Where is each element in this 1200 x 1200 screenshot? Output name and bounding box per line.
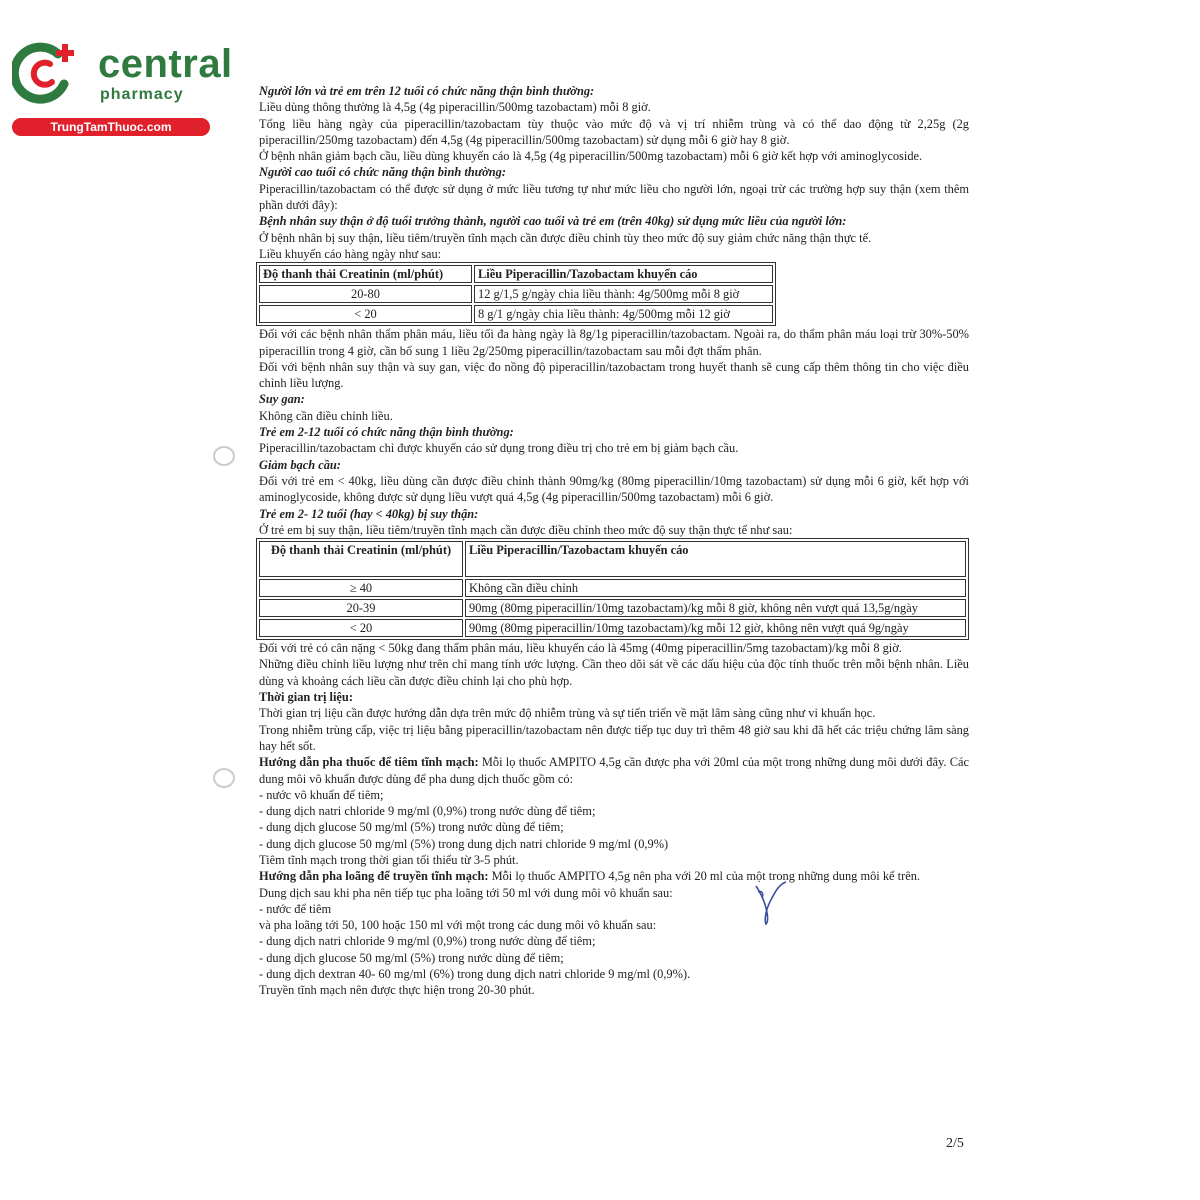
heading-renal-impairment-adult: Bệnh nhân suy thận ở độ tuổi trưởng thành, người cao tuổi và trẻ em (trên 40kg) sử dụng mức liều của người lớn: — [259, 214, 847, 229]
central-logo-icon — [12, 40, 78, 106]
paragraph: Trong nhiễm trùng cấp, việc trị liệu bằng piperacillin/tazobactam nên được tiếp tục duy trì thêm 48 giờ sau khi đã hết các triệu chứng lâm sàng hay hết sốt. — [259, 722, 969, 753]
paragraph: Không cần điều chỉnh liều. — [259, 408, 393, 423]
table-header-cell: Độ thanh thải Creatinin (ml/phút) — [259, 541, 463, 577]
brand-name: central — [98, 42, 233, 86]
paragraph: Tổng liều hàng ngày của piperacillin/tazobactam tùy thuộc vào mức độ và vị trí nhiễm trùng và có thể dao động từ 2,25g (2g piperacillin/250mg tazobactam) đến 4,5g (4g piperacillin/500mg tazobactam) sử dụng mỗi 6 giờ hay 8 giờ. — [259, 116, 969, 147]
paragraph: Ở bệnh nhân giảm bạch cầu, liều dùng khuyến cáo là 4,5g (4g piperacillin/500mg tazobactam) mỗi 6 giờ kết hợp với aminoglycoside. — [259, 149, 923, 164]
table-cell: ≥ 40 — [259, 579, 463, 597]
table-header-cell: Độ thanh thải Creatinin (ml/phút) — [259, 265, 472, 283]
table-cell: 8 g/1 g/ngày chia liều thành: 4g/500mg mỗi 12 giờ — [474, 305, 773, 323]
paragraph: Đối với trẻ em < 40kg, liều dùng cần được điều chỉnh thành 90mg/kg (80mg piperacillin/10mg tazobactam) sử dụng mỗi 6 giờ, kết hợp với aminoglycoside, không được sử dụng liều vượt quá 4,5g (4g piperacillin/500mg tazobactam) mỗi 6 giờ. — [259, 473, 969, 505]
paragraph: Tiêm tĩnh mạch trong thời gian tối thiểu từ 3-5 phút. — [259, 852, 519, 867]
paragraph-iv-infusion — [259, 868, 969, 884]
paragraph: Ở bệnh nhân bị suy thận, liều tiêm/truyền tĩnh mạch cần được điều chỉnh tùy theo mức độ suy giảm chức năng thận thực tế. — [259, 230, 872, 245]
table-cell: 20-39 — [259, 599, 463, 617]
list-item: - nước vô khuẩn để tiêm; — [259, 787, 384, 802]
table-row — [259, 285, 773, 303]
table-cell: < 20 — [259, 305, 472, 323]
heading-children-normal-renal: Trẻ em 2-12 tuổi có chức năng thận bình thường: — [259, 425, 514, 440]
paragraph: Liều dùng thông thường là 4,5g (4g piperacillin/500mg tazobactam) mỗi 8 giờ. — [259, 100, 651, 115]
table-header-cell: Liều Piperacillin/Tazobactam khuyến cáo — [465, 541, 966, 577]
page-number: 2/5 — [946, 1136, 964, 1151]
paragraph-text: Mỗi lọ thuốc AMPITO 4,5g nên pha với 20 ml của một trong những dung môi kể trên. — [488, 869, 920, 884]
list-item: - dung dịch glucose 50 mg/ml (5%) trong dung dịch natri chloride 9 mg/ml (0,9%) — [259, 836, 669, 851]
heading-neutropenia: Giảm bạch cầu: — [259, 457, 341, 472]
heading-iv-infusion: Hướng dẫn pha loãng để truyền tĩnh mạch: — [259, 869, 489, 884]
table-cell: < 20 — [259, 619, 463, 637]
dosage-table-adult — [256, 262, 776, 326]
paragraph: Đối với bệnh nhân suy thận và suy gan, việc đo nồng độ piperacillin/tazobactam trong huyết thanh sẽ cung cấp thêm thông tin cho việc điều chỉnh liều lượng. — [259, 359, 969, 391]
table-cell: 90mg (80mg piperacillin/10mg tazobactam)/kg mỗi 12 giờ, không nên vượt quá 9g/ngày — [465, 619, 966, 637]
list-item: - dung dịch glucose 50 mg/ml (5%) trong nước dùng để tiêm; — [259, 950, 564, 965]
table-cell: 12 g/1,5 g/ngày chia liều thành: 4g/500mg mỗi 8 giờ — [474, 285, 773, 303]
heading-adult-normal-renal: Người lớn và trẻ em trên 12 tuổi có chức năng thận bình thường: — [259, 84, 595, 98]
table-row — [259, 305, 773, 323]
heading-elderly: Người cao tuổi có chức năng thận bình thường: — [259, 165, 506, 180]
paragraph-text: Mỗi lọ thuốc AMPITO 4,5g cần được pha với 20ml của một trong những dung môi dưới đây. Các dung môi vô khuẩn được dùng để pha dung dịch thuốc gồm có: — [259, 755, 969, 786]
brand-logo[interactable] — [10, 38, 233, 138]
paragraph: Truyền tĩnh mạch nên được thực hiện trong 20-30 phút. — [259, 983, 535, 998]
list-item: - dung dịch glucose 50 mg/ml (5%) trong nước dùng để tiêm; — [259, 820, 564, 835]
binder-hole-icon — [213, 446, 235, 466]
table-cell: Không cần điều chỉnh — [465, 579, 966, 597]
paragraph: Đối với trẻ có cân nặng < 50kg đang thẩm phân máu, liều khuyến cáo là 45mg (40mg piperacillin/5mg tazobactam)/kg mỗi 8 giờ. — [259, 641, 902, 656]
table-header-row — [259, 541, 966, 577]
table-header-row — [259, 265, 773, 283]
paragraph: Đối với các bệnh nhân thẩm phân máu, liều tối đa hàng ngày là 8g/1g piperacillin/tazobactam. Ngoài ra, do thẩm phân máu loại trừ 30%-50% piperacillin trong 4 giờ, cần bổ sung 1 liều 2g/250mg piperacillin/tazobactam sau mỗi đợt thẩm phân. — [259, 327, 969, 358]
heading-treatment-duration: Thời gian trị liệu: — [259, 690, 353, 705]
list-item: - nước để tiêm — [259, 901, 332, 916]
table-header-cell: Liều Piperacillin/Tazobactam khuyến cáo — [474, 265, 773, 283]
paragraph: Dung dịch sau khi pha nên tiếp tục pha loãng tới 50 ml với dung môi vô khuẩn sau: — [259, 885, 673, 900]
dosage-table-children — [256, 538, 969, 640]
paragraph: Liều khuyến cáo hàng ngày như sau: — [259, 246, 442, 261]
list-item: - dung dịch natri chloride 9 mg/ml (0,9%) trong nước dùng để tiêm; — [259, 804, 596, 819]
paragraph-iv-injection — [259, 754, 969, 787]
paragraph: Những điều chỉnh liều lượng như trên chỉ mang tính ước lượng. Cần theo dõi sát về các dấu hiệu của độc tính thuốc trên mỗi bệnh nhân. Liều dùng và khoảng cách liều cần được điều chỉnh lại cho phù hợp. — [259, 657, 969, 688]
table-row — [259, 599, 966, 617]
table-cell: 90mg (80mg piperacillin/10mg tazobactam)/kg mỗi 8 giờ, không nên vượt quá 13,5g/ngày — [465, 599, 966, 617]
heading-iv-injection: Hướng dẫn pha thuốc để tiêm tĩnh mạch: — [259, 755, 479, 770]
brand-url-badge[interactable]: TrungTamThuoc.com — [12, 118, 210, 136]
list-item: - dung dịch natri chloride 9 mg/ml (0,9%) trong nước dùng để tiêm; — [259, 934, 596, 949]
brand-subtitle: pharmacy — [100, 86, 184, 103]
paragraph: và pha loãng tới 50, 100 hoặc 150 ml với một trong các dung môi vô khuẩn sau: — [259, 918, 657, 933]
paragraph: Piperacillin/tazobactam chỉ được khuyến cáo sử dụng trong điều trị cho trẻ em bị giảm bạch cầu. — [259, 441, 739, 456]
paragraph: Thời gian trị liệu cần được hướng dẫn dựa trên mức độ nhiễm trùng và sự tiến triển về mặt lâm sàng cũng như vi khuẩn học. — [259, 706, 876, 721]
paragraph: Ở trẻ em bị suy thận, liều tiêm/truyền tĩnh mạch cần được điều chỉnh theo mức độ suy thận thực tế như sau: — [259, 522, 793, 537]
heading-children-renal-impairment: Trẻ em 2- 12 tuổi (hay < 40kg) bị suy thận: — [259, 506, 479, 521]
table-row — [259, 619, 966, 637]
heading-hepatic-impairment: Suy gan: — [259, 392, 305, 407]
paragraph: Piperacillin/tazobactam có thể được sử dụng ở mức liều tương tự như mức liều cho người lớn, ngoại trừ các trường hợp suy thận (xem thêm phần dưới đây): — [259, 181, 969, 213]
document-body — [259, 83, 969, 999]
binder-hole-icon — [213, 768, 235, 788]
table-row — [259, 579, 966, 597]
table-cell: 20-80 — [259, 285, 472, 303]
list-item: - dung dịch dextran 40- 60 mg/ml (6%) trong dung dịch natri chloride 9 mg/ml (0,9%). — [259, 967, 691, 982]
